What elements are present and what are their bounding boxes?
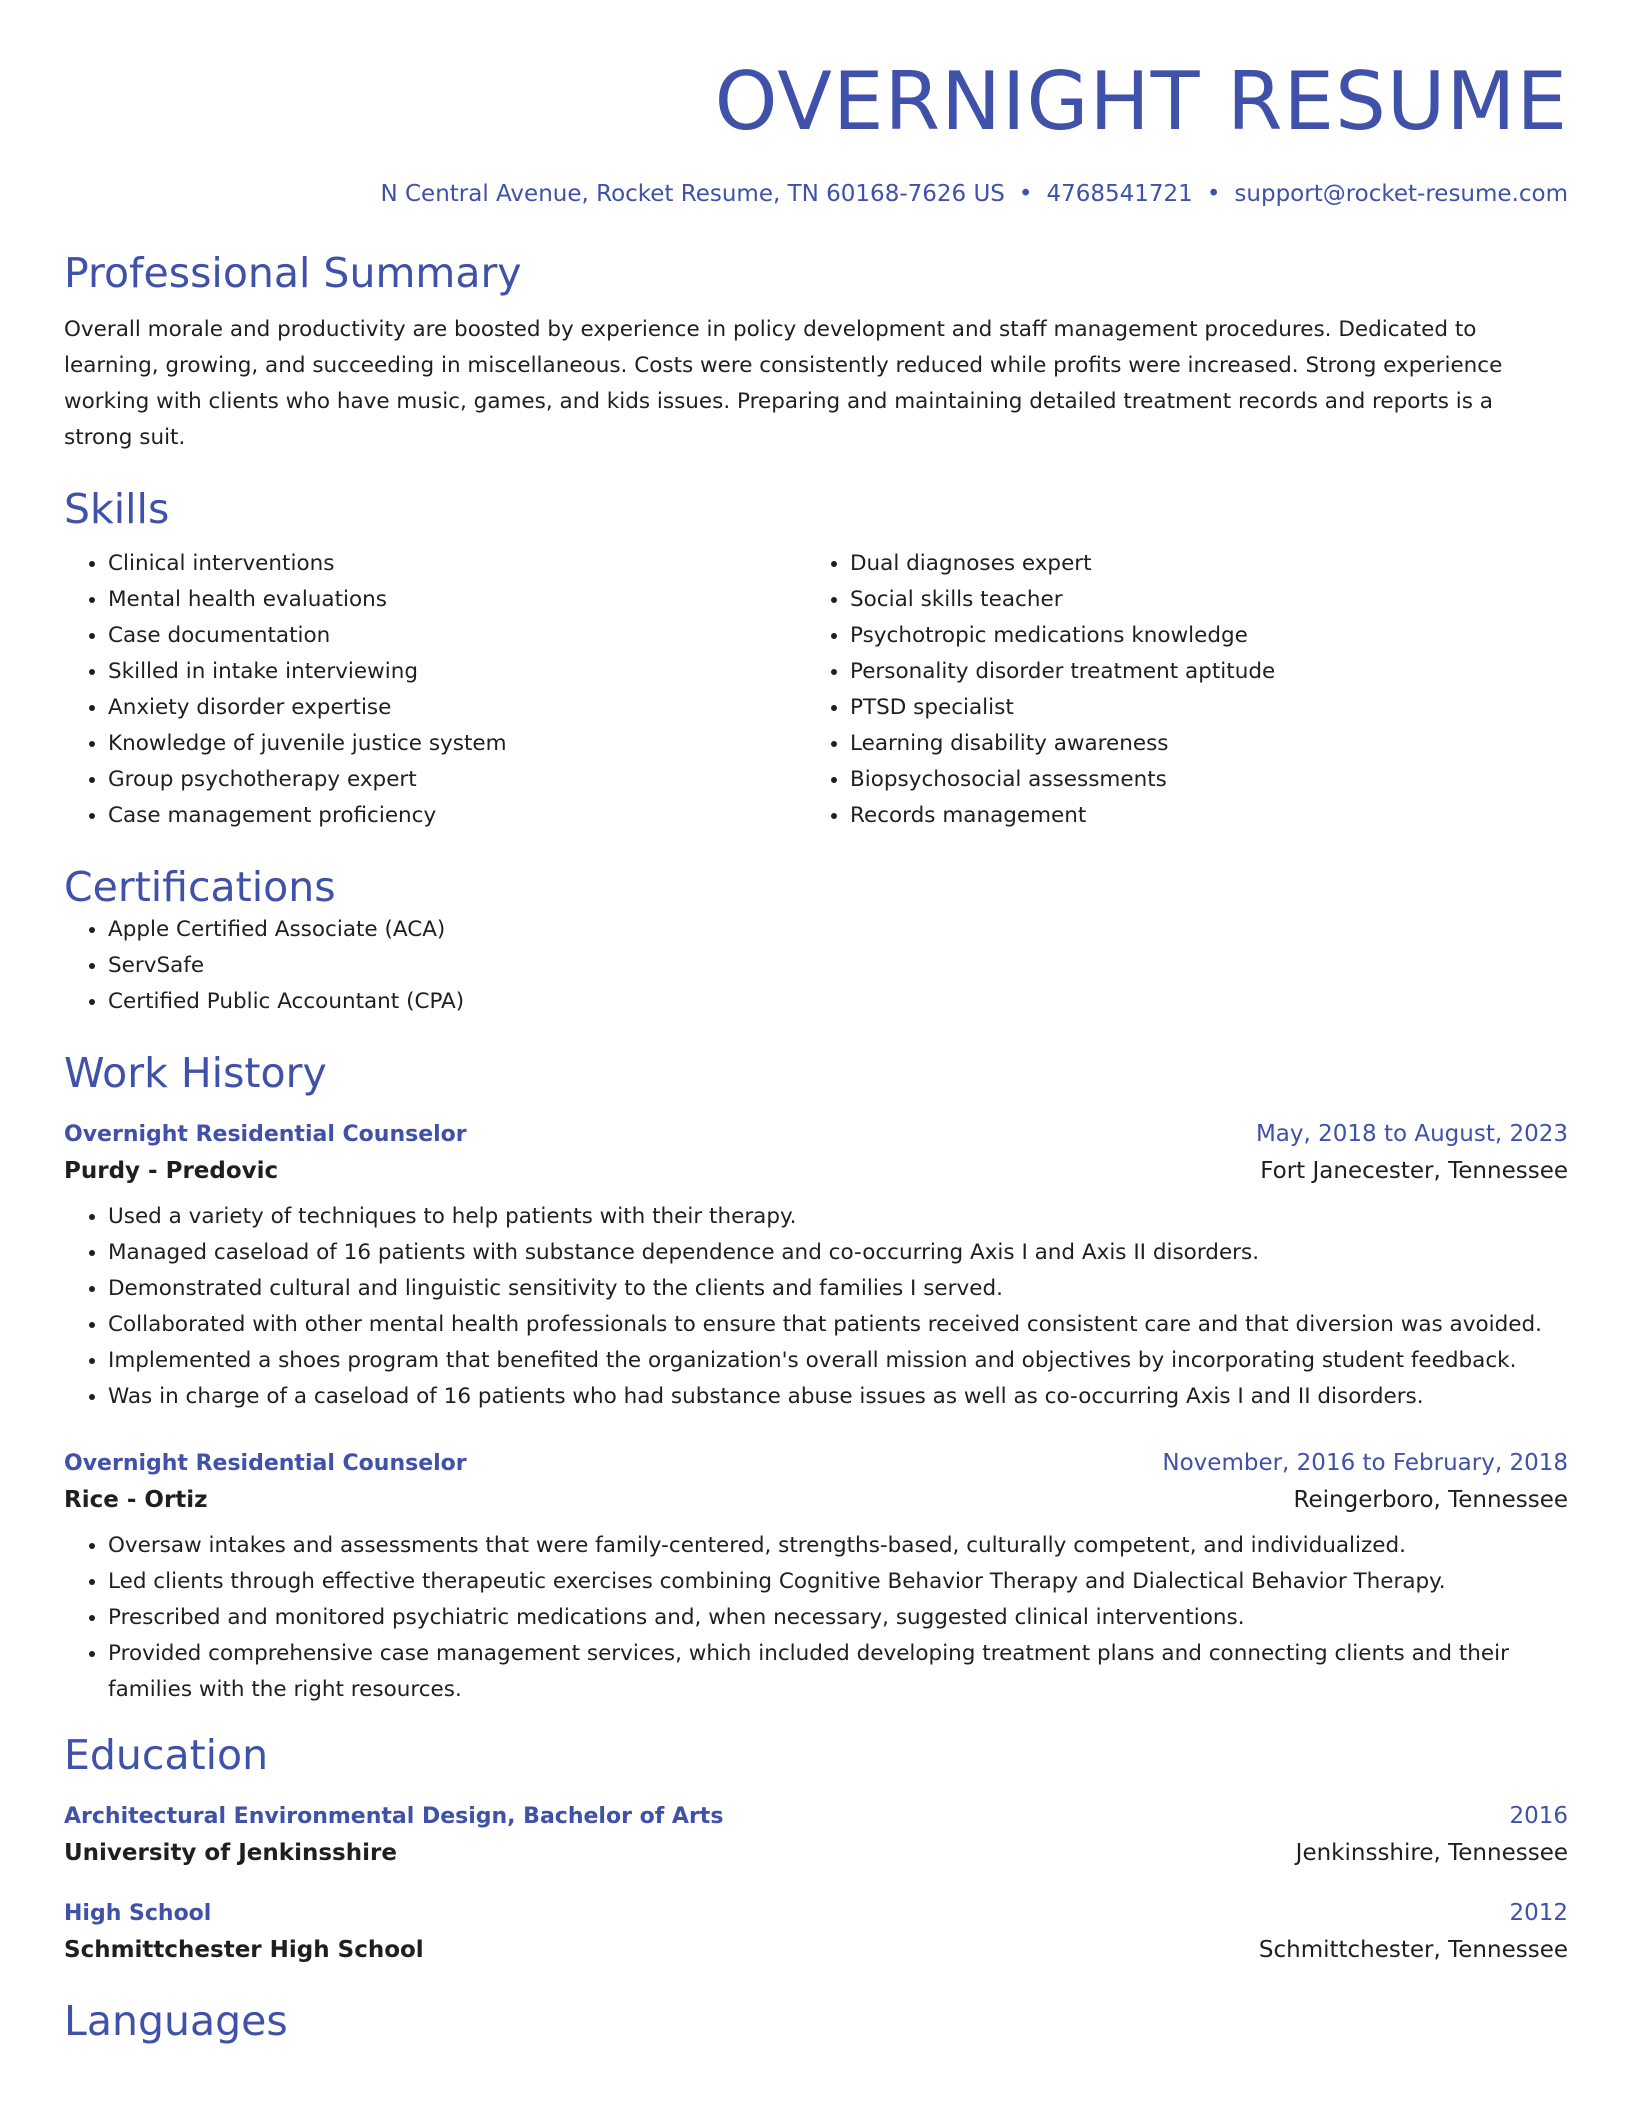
skills-heading: Skills [64,485,170,533]
job-dates: November, 2016 to February, 2018 [1162,1450,1568,1476]
education-header-row [64,1800,1568,1833]
job-bullets [64,1528,1568,1708]
skills-list-left [64,546,806,834]
skill-item: • Case documentation [108,618,806,654]
certifications-list [64,912,1568,1020]
job-title: Overnight Residential Counselor [64,1451,467,1476]
job-bullet: • Was in charge of a caseload of 16 patients who had substance abuse issues as well as co-occurring Axis I and II disorders. [108,1379,1568,1415]
resume-page [64,0,1568,2046]
education-school-row [64,1833,1568,1873]
skill-item: • Knowledge of juvenile justice system [108,726,806,762]
skills-column-left [64,546,806,834]
certification-item: • ServSafe [108,948,1568,984]
education-location: Jenkinsshire, Tennessee [1295,1840,1568,1866]
job-header-row [64,1118,1568,1151]
job-company-row [64,1151,1568,1191]
job-bullet: • Managed caseload of 16 patients with substance dependence and co-occurring Axis I and Axis II disorders. [108,1235,1568,1271]
job-bullet: • Led clients through effective therapeutic exercises combining Cognitive Behavior Therapy and Dialectical Behavior Therapy. [108,1564,1568,1600]
contact-phone[interactable]: 4768541721 [1046,181,1193,207]
job-bullet: • Implemented a shoes program that benefited the organization's overall mission and objectives by incorporating student feedback. [108,1343,1568,1379]
work-history-heading: Work History [64,1049,327,1097]
education-location: Schmittchester, Tennessee [1258,1937,1568,1963]
skill-item: • Records management [850,798,1548,834]
skill-item: • PTSD specialist [850,690,1548,726]
summary-text: Overall morale and productivity are boosted by experience in policy development and staff management procedures. Dedicated to learning, growing, and succeeding in miscellaneous. Costs were consistently reduced while profits were increased. Strong experience working with clients who have music, games, and kids issues. Preparing and maintaining detailed treatment records and reports is a strong suit. [64,317,1503,450]
education-year: 2016 [1509,1803,1568,1829]
job-company: Purdy - Predovic [64,1158,279,1184]
job-bullet: • Prescribed and monitored psychiatric medications and, when necessary, suggested clinical interventions. [108,1600,1568,1636]
education-entry [64,1800,1568,1873]
job-bullet: • Oversaw intakes and assessments that were family-centered, strengths-based, culturally competent, and individualized. [108,1528,1568,1564]
job-location: Fort Janecester, Tennessee [1260,1158,1568,1184]
skill-item: • Biopsychosocial assessments [850,762,1548,798]
certification-item: • Apple Certified Associate (ACA) [108,912,1568,948]
skill-item: • Clinical interventions [108,546,806,582]
job-bullet: • Provided comprehensive case management services, which included developing treatment plans and connecting clients and their families with the right resources. [108,1636,1568,1708]
education-header-row [64,1897,1568,1930]
job-bullets [64,1199,1568,1415]
certification-item: • Certified Public Accountant (CPA) [108,984,1568,1020]
job-bullet: • Demonstrated cultural and linguistic sensitivity to the clients and families I served. [108,1271,1568,1307]
education-school: University of Jenkinsshire [64,1840,397,1866]
languages-heading: Languages [64,1997,288,2045]
job-company: Rice - Ortiz [64,1487,208,1513]
skill-item: • Mental health evaluations [108,582,806,618]
skill-item: • Case management proficiency [108,798,806,834]
education-degree: High School [64,1901,212,1926]
education-heading: Education [64,1731,269,1779]
job-entry [64,1118,1568,1415]
education-degree: Architectural Environmental Design, Bachelor of Arts [64,1804,724,1829]
job-header-row [64,1447,1568,1480]
education-school-row [64,1930,1568,1970]
job-bullet: • Collaborated with other mental health professionals to ensure that patients received consistent care and that diversion was avoided. [108,1307,1568,1343]
contact-address: N Central Avenue, Rocket Resume, TN 60168-7626 US [380,181,1005,207]
education-school: Schmittchester High School [64,1937,424,1963]
contact-separator: • [1018,181,1033,207]
job-location: Reingerboro, Tennessee [1293,1487,1568,1513]
contact-line [64,178,1568,210]
education-entry [64,1897,1568,1970]
contact-email[interactable]: support@rocket-resume.com [1234,181,1568,207]
contact-separator: • [1206,181,1221,207]
skill-item: • Social skills teacher [850,582,1548,618]
skill-item: • Personality disorder treatment aptitude [850,654,1548,690]
summary-heading: Professional Summary [64,249,522,297]
skill-item: • Learning disability awareness [850,726,1548,762]
resume-name: OVERNIGHT RESUME [714,55,1568,148]
skill-item: • Group psychotherapy expert [108,762,806,798]
skills-list-right [806,546,1548,834]
skill-item: • Anxiety disorder expertise [108,690,806,726]
skills-columns [64,546,1568,834]
skills-column-right [806,546,1548,834]
skill-item: • Psychotropic medications knowledge [850,618,1548,654]
job-entry [64,1447,1568,1708]
skill-item: • Skilled in intake interviewing [108,654,806,690]
job-company-row [64,1480,1568,1520]
skill-item: • Dual diagnoses expert [850,546,1548,582]
certifications-heading: Certifications [64,863,336,911]
education-year: 2012 [1509,1900,1568,1926]
job-dates: May, 2018 to August, 2023 [1255,1121,1568,1147]
job-title: Overnight Residential Counselor [64,1122,467,1147]
job-bullet: • Used a variety of techniques to help patients with their therapy. [108,1199,1568,1235]
